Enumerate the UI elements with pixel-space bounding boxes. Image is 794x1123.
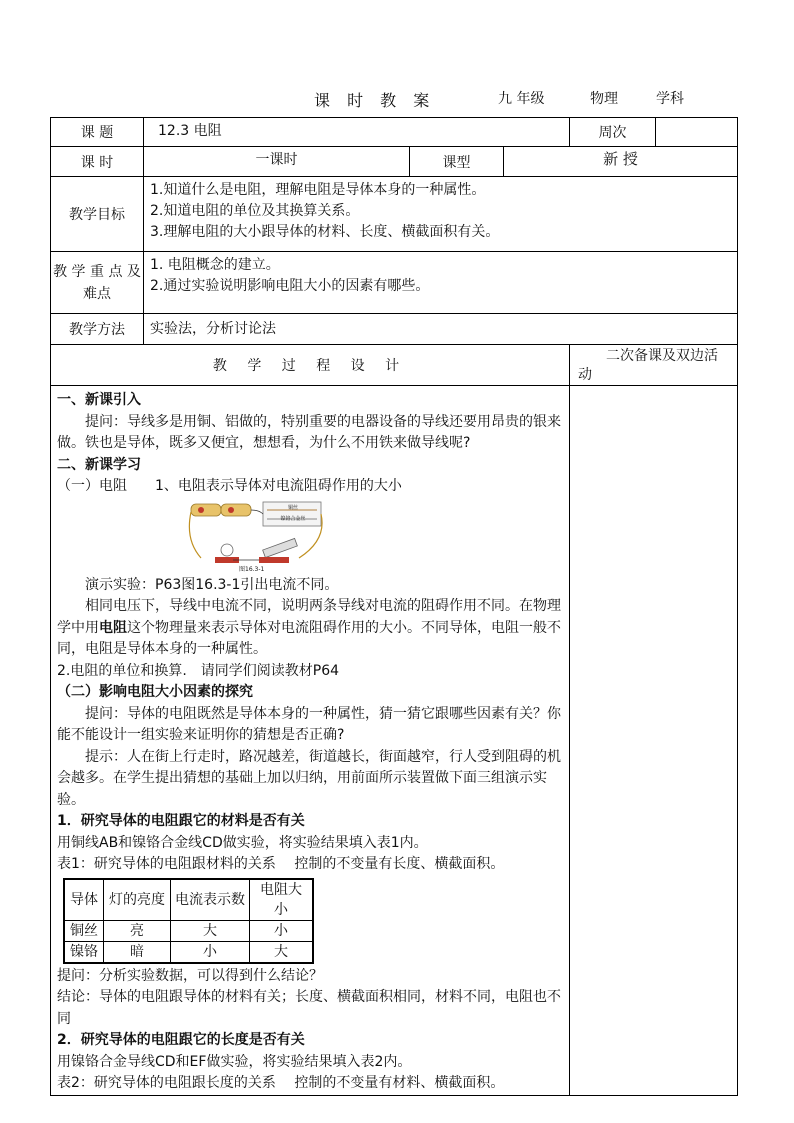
paragraph: 2.电阻的单位和换算. 请同学们阅读教材P64: [57, 662, 340, 679]
table-header-cell: 灯的亮度: [104, 879, 171, 921]
topic-label: 课 题: [51, 118, 144, 147]
table-header-row: [64, 879, 313, 921]
paragraph: 用镍铬合金导线CD和EF做实验，将实验结果填入表2内。: [57, 1053, 412, 1070]
goal-item: 3.理解电阻的大小跟导体的材料、长度、横截面积有关。: [150, 224, 500, 240]
section-heading: 二、新课学习: [57, 456, 141, 473]
goal-item: 1.知道什么是电阻，理解电阻是导体本身的一种属性。: [150, 182, 486, 198]
week-value: [656, 118, 738, 147]
key-points-label: 教 学 重 点 及难点: [51, 252, 144, 314]
goals-label: 教学目标: [51, 177, 144, 252]
side-notes-area: [570, 386, 738, 1096]
table-cell: 亮: [104, 920, 171, 941]
paragraph: 提示：人在街上行走时，路况越差，街道越长，街面越窄，行人受到阻碍的机会越多。在学生提出猜想的基础上加以归纳，用前面所示装置做下面三组演示实验。: [57, 748, 561, 808]
circuit-figure: [187, 500, 327, 575]
side-notes-header: 二次备课及双边活动: [570, 345, 738, 386]
subsection-heading: 1．研究导体的电阻跟它的材料是否有关: [57, 813, 305, 829]
process-content: [51, 386, 570, 1096]
figure-caption: 图16.3-1: [239, 565, 265, 573]
key-point-item: 2.通过实验说明影响电阻大小的因素有哪些。: [150, 278, 430, 294]
figure-box-top-label: 铜丝: [287, 504, 298, 511]
table-cell: 镍铬: [64, 941, 104, 963]
table-header-cell: 电流表示数: [171, 879, 250, 921]
subsection-heading: （一）电阻 1、电阻表示导体对电流阻碍作用的大小: [57, 478, 402, 494]
subsection-heading: （二）影响电阻大小因素的探究: [57, 684, 253, 700]
goals-content: [144, 177, 738, 252]
lesson-plan-title: 课 时 教 案: [314, 91, 436, 110]
subject-name: 物理: [590, 91, 618, 107]
topic-value: 12.3 电阻: [144, 118, 570, 147]
table-caption: 表1：研究导体的电阻跟材料的关系 控制的不变量有长度、横截面积。: [57, 856, 505, 872]
method-value: 实验法，分析讨论法: [144, 314, 738, 345]
type-label: 课型: [410, 147, 504, 177]
table-cell: 小: [171, 941, 250, 963]
paragraph: 提问：导线多是用铜、铝做的，特别重要的电器设备的导线还要用昂贵的银来做。铁也是导体，既多又便宜，想想看，为什么不用铁来做导线呢?: [57, 413, 561, 451]
table-cell: 大: [250, 941, 314, 963]
type-value: 新 授: [504, 147, 738, 177]
table-cell: 大: [171, 920, 250, 941]
paragraph: [57, 596, 563, 661]
table-row: [64, 920, 313, 941]
paragraph-text: 这个物理量来表示导体对电流阻碍作用的大小。不同导体，电阻一般不同，电阻是导体本身的一种属性。: [57, 619, 561, 657]
period-label: 课 时: [51, 147, 144, 177]
subsection-heading: 2．研究导体的电阻跟它的长度是否有关: [57, 1032, 305, 1048]
table-cell: 铜丝: [64, 920, 104, 941]
process-header: 教 学 过 程 设 计: [51, 345, 570, 386]
method-label: 教学方法: [51, 314, 144, 345]
term-resistance: 电阻: [99, 619, 127, 636]
key-point-item: 1. 电阻概念的建立。: [150, 257, 280, 273]
table-cell: 暗: [104, 941, 171, 963]
lesson-plan-table: [50, 117, 738, 1096]
period-value: 一课时: [144, 147, 410, 177]
paragraph-text: 相同电压下，导线中电流不同，说明两条导线对电流的阻碍作用不同。在物理学中用: [57, 598, 561, 636]
table-header-cell: 电阻大小: [250, 879, 314, 921]
material-results-table: [63, 878, 314, 964]
paragraph: 结论：导体的电阻跟导体的材料有关；长度、横截面积相同，材料不同，电阻也不同: [57, 989, 561, 1027]
key-points-content: [144, 252, 738, 314]
table-cell: 小: [250, 920, 314, 941]
section-heading: 一、新课引入: [57, 392, 141, 408]
figure-box-bottom-label: 镍铬合金丝: [280, 515, 306, 522]
subject-suffix: 学科: [656, 91, 684, 107]
paragraph: 演示实验：P63图16.3-1引出电流不同。: [85, 576, 339, 593]
paragraph: 提问：导体的电阻既然是导体本身的一种属性，猜一猜它跟哪些因素有关？你能不能设计一组实验来证明你的猜想是否正确?: [57, 705, 561, 743]
table-row: [64, 941, 313, 963]
page-header: [0, 88, 794, 110]
goal-item: 2.知道电阻的单位及其换算关系。: [150, 203, 360, 219]
paragraph: 用铜线AB和镍铬合金线CD做实验，将实验结果填入表1内。: [57, 834, 428, 851]
paragraph: 提问：分析实验数据，可以得到什么结论？: [57, 967, 323, 984]
table-header-cell: 导体: [64, 879, 104, 921]
week-label: 周次: [570, 118, 656, 147]
grade-label: 九 年级: [498, 91, 545, 107]
table-caption: 表2：研究导体的电阻跟长度的关系 控制的不变量有材料、横截面积。: [57, 1075, 505, 1091]
